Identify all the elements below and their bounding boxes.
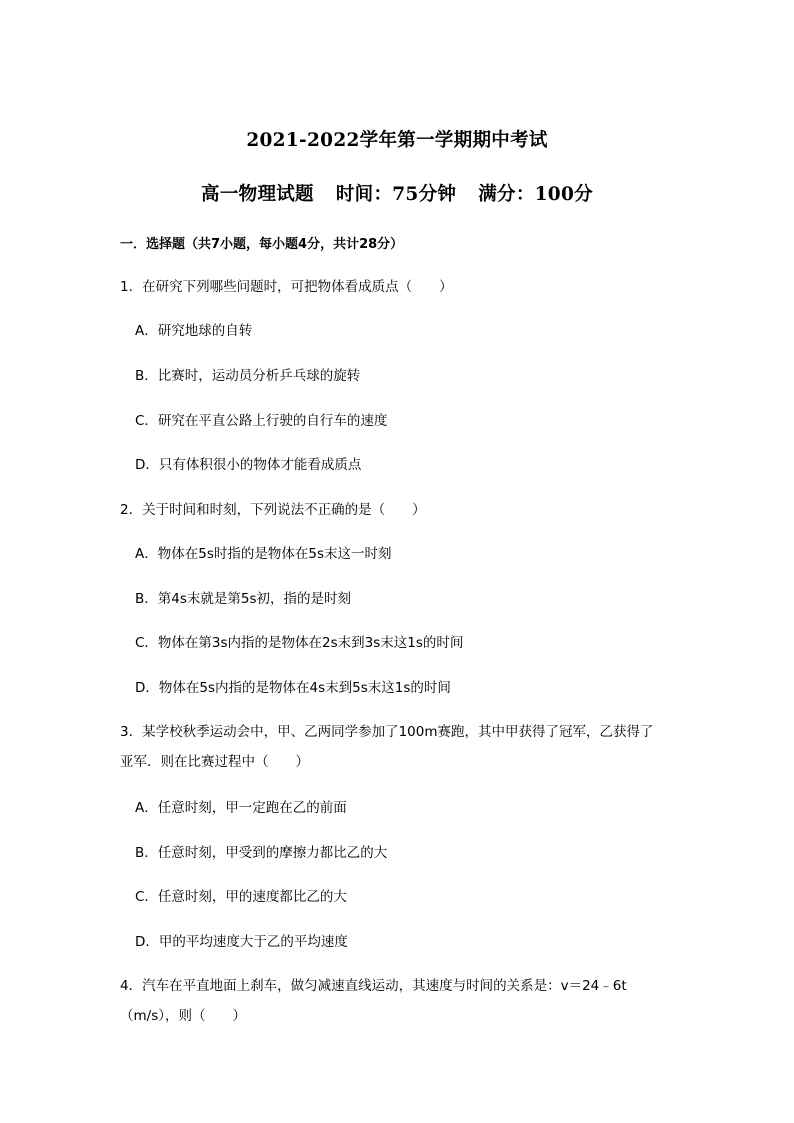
time-label: 时间：75分钟 — [335, 184, 457, 205]
exam-subtitle — [0, 180, 794, 206]
subject-label: 高一物理试题 — [201, 184, 314, 205]
question-2-option-b: B．第4s末就是第5s初，指的是时刻 — [135, 591, 352, 607]
question-2-option-d: D．物体在5s内指的是物体在4s末到5s末这1s的时间 — [135, 680, 451, 696]
score-label: 满分：100分 — [478, 184, 593, 205]
question-1-option-b: B．比赛时，运动员分析乒乓球的旋转 — [135, 368, 361, 384]
question-2-option-c: C．物体在第3s内指的是物体在2s末到3s末这1s的时间 — [135, 635, 464, 651]
question-4-stem-cont: （m/s），则（ ） — [120, 1008, 246, 1024]
question-3-stem: 3．某学校秋季运动会中，甲、乙两同学参加了100m赛跑，其中甲获得了冠军，乙获得了 — [120, 724, 654, 740]
question-4-stem: 4．汽车在平直地面上刹车，做匀减速直线运动，其速度与时间的关系是：v＝24﹣6t — [120, 978, 627, 994]
exam-title: 2021-2022学年第一学期期中考试 — [246, 130, 548, 151]
question-3-option-c: C．任意时刻，甲的速度都比乙的大 — [135, 889, 347, 905]
question-2-stem: 2．关于时间和时刻，下列说法不正确的是（ ） — [120, 502, 426, 518]
question-1-stem: 1．在研究下列哪些问题时，可把物体看成质点（ ） — [120, 279, 453, 295]
question-3-stem-cont: 亚军．则在比赛过程中（ ） — [120, 754, 309, 770]
question-1-option-c: C．研究在平直公路上行驶的自行车的速度 — [135, 413, 388, 429]
question-3-option-d: D．甲的平均速度大于乙的平均速度 — [135, 934, 348, 950]
section-heading: 一．选择题（共7小题，每小题4分，共计28分） — [120, 237, 404, 252]
question-3-option-b: B．任意时刻，甲受到的摩擦力都比乙的大 — [135, 845, 388, 861]
question-1-option-d: D．只有体积很小的物体才能看成质点 — [135, 457, 362, 473]
question-2-option-a: A．物体在5s时指的是物体在5s末这一时刻 — [135, 546, 392, 562]
question-1-option-a: A．研究地球的自转 — [135, 323, 253, 339]
question-3-option-a: A．任意时刻，甲一定跑在乙的前面 — [135, 800, 347, 816]
